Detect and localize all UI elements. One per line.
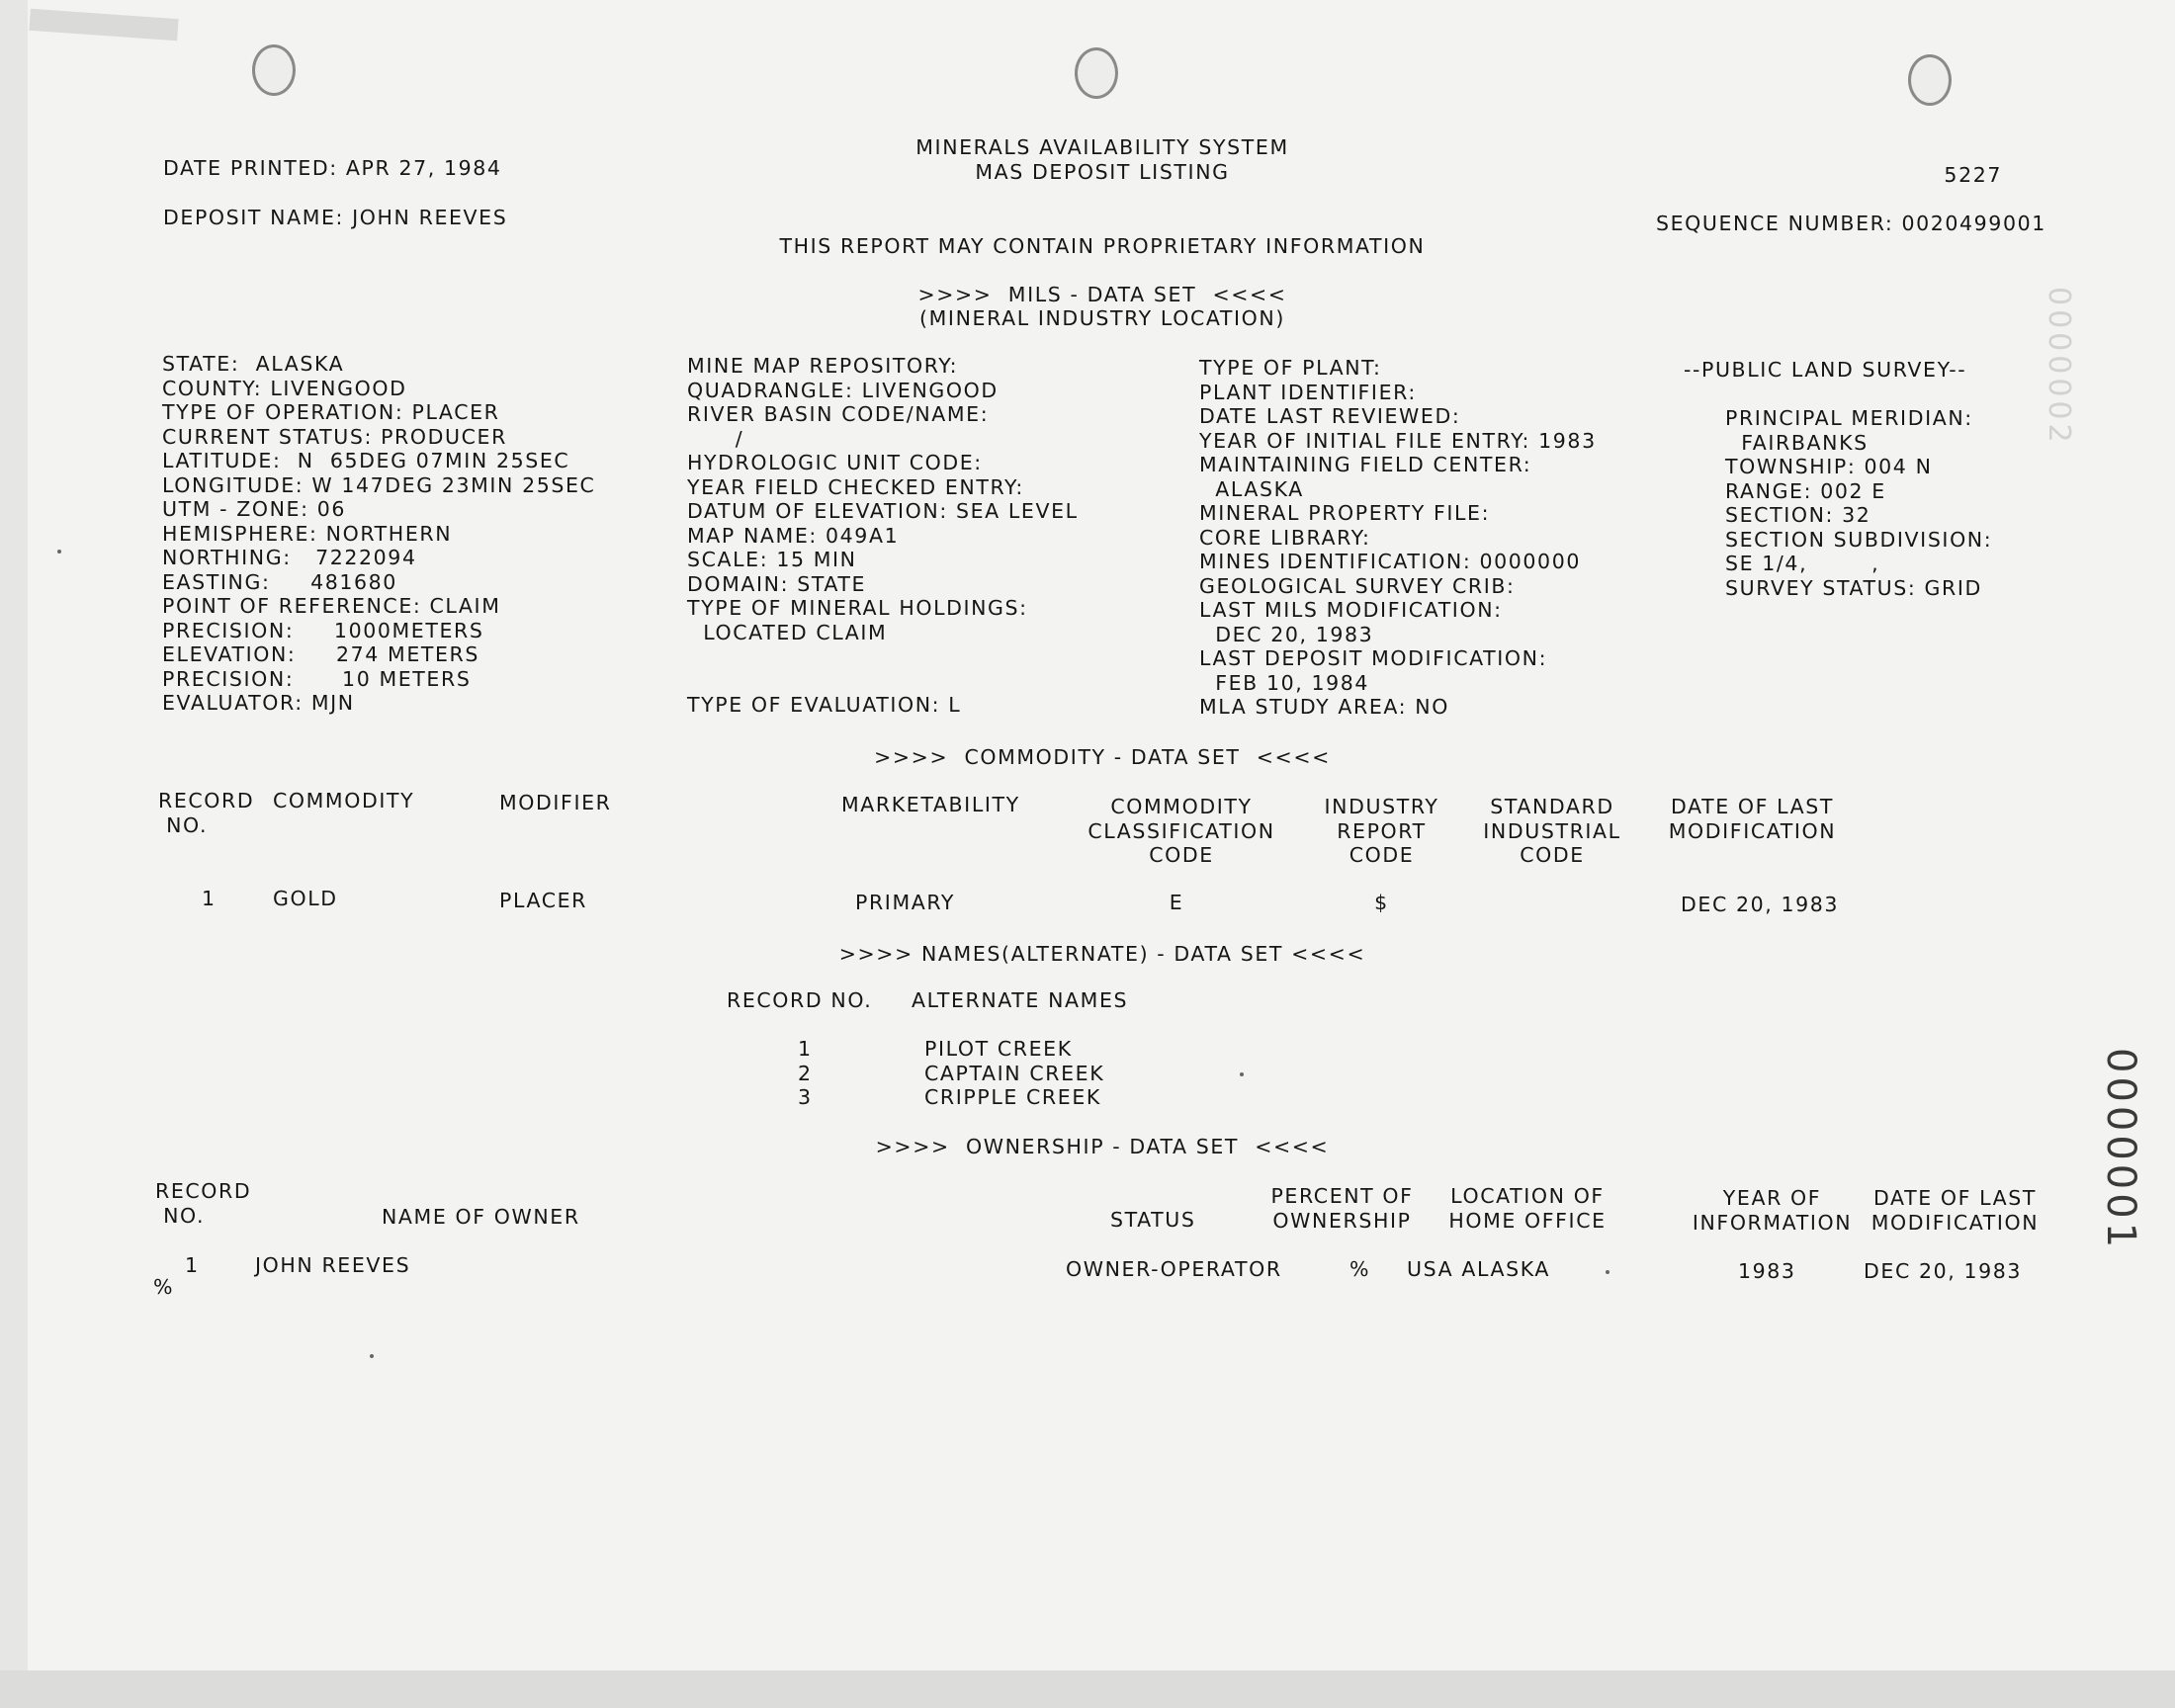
cell-commodity: GOLD: [273, 887, 338, 910]
header-modifier: MODIFIER: [499, 791, 612, 814]
mils-field: MINES IDENTIFICATION: 0000000: [1199, 550, 1581, 573]
mils-field: LAST DEPOSIT MODIFICATION:: [1199, 646, 1548, 670]
header-marketability: MARKETABILITY: [841, 793, 1020, 816]
mils-field: PRECISION: 10 METERS: [162, 666, 472, 691]
mils-field: DEC 20, 1983: [1199, 622, 1374, 646]
deposit-name: DEPOSIT NAME: JOHN REEVES: [163, 206, 508, 229]
header-record-no: RECORD NO.: [158, 789, 255, 837]
mils-field: DATUM OF ELEVATION: SEA LEVEL: [687, 499, 1079, 523]
survey-field: SECTION SUBDIVISION:: [1725, 527, 1993, 552]
mils-field: EASTING: 481680: [162, 569, 397, 594]
mils-field: PLANT IDENTIFIER:: [1199, 380, 1417, 404]
mils-field: GEOLOGICAL SURVEY CRIB:: [1199, 573, 1516, 598]
header-date-modification: DATE OF LAST MODIFICATION: [1870, 1186, 2040, 1235]
cell-marketability: PRIMARY: [855, 891, 956, 914]
survey-field: SURVEY STATUS: GRID: [1725, 575, 1982, 600]
cell-owner-name: JOHN REEVES: [255, 1253, 411, 1277]
header-record-no: RECORD NO.: [155, 1179, 252, 1228]
mils-field: ALASKA: [1199, 476, 1304, 501]
scan-speck: [57, 550, 61, 554]
mils-field: CURRENT STATUS: PRODUCER: [162, 424, 507, 449]
survey-field: PRINCIPAL MERIDIAN:: [1725, 406, 1973, 430]
mils-field: MAP NAME: 049A1: [687, 523, 900, 548]
scan-speck: [1606, 1270, 1610, 1274]
header-name-of-owner: NAME OF OWNER: [382, 1205, 580, 1229]
mils-field: COUNTY: LIVENGOOD: [162, 376, 407, 400]
name-record-no: 2: [798, 1061, 813, 1085]
cell-date: DEC 20, 1983: [1864, 1259, 2023, 1283]
mils-field: MAINTAINING FIELD CENTER:: [1199, 453, 1532, 476]
commodity-section-title: >>>> COMMODITY - DATA SET <<<<: [874, 745, 1331, 769]
cell-modifier: PLACER: [499, 889, 588, 912]
header-alternate-names: ALTERNATE NAMES: [912, 988, 1129, 1012]
mils-field: YEAR FIELD CHECKED ENTRY:: [687, 474, 1024, 499]
mils-field: DATE LAST REVIEWED:: [1199, 404, 1461, 428]
cell-record: 1: [202, 887, 217, 910]
date-printed: DATE PRINTED: APR 27, 1984: [163, 156, 502, 180]
mils-field: LAST MILS MODIFICATION:: [1199, 598, 1503, 622]
mils-field: NORTHING: 7222094: [162, 546, 417, 569]
header-percent: PERCENT OF OWNERSHIP: [1270, 1184, 1414, 1233]
mils-field: ELEVATION: 274 METERS: [162, 642, 480, 666]
header-status: STATUS: [1110, 1208, 1196, 1232]
header-classification: COMMODITY CLASSIFICATION CODE: [1088, 795, 1275, 867]
mils-field: LOCATED CLAIM: [687, 620, 888, 644]
survey-heading: --PUBLIC LAND SURVEY--: [1684, 358, 1967, 382]
survey-field: SECTION: 32: [1725, 503, 1871, 527]
punch-hole-left: [252, 44, 296, 96]
header-record-no: RECORD NO.: [727, 988, 873, 1012]
mils-field: TYPE OF OPERATION: PLACER: [162, 400, 500, 424]
mils-field: CORE LIBRARY:: [1199, 525, 1371, 550]
mils-field: TYPE OF PLANT:: [1199, 356, 1382, 380]
page-number: 5227: [1944, 163, 2002, 187]
survey-field: TOWNSHIP: 004 N: [1725, 455, 1933, 478]
names-section-title: >>>> NAMES(ALTERNATE) - DATA SET <<<<: [838, 942, 1366, 966]
mils-field: LATITUDE: N 65DEG 07MIN 25SEC: [162, 449, 570, 472]
mils-field: TYPE OF EVALUATION: L: [687, 693, 962, 717]
alternate-name: CRIPPLE CREEK: [924, 1085, 1101, 1109]
mils-field: PRECISION: 1000METERS: [162, 618, 484, 642]
mils-field: SCALE: 15 MIN: [687, 548, 857, 571]
header-year: YEAR OF INFORMATION: [1692, 1186, 1853, 1235]
mils-field: STATE: ALASKA: [162, 352, 345, 376]
survey-field: FAIRBANKS: [1725, 430, 1869, 455]
mils-section-subtitle: (MINERAL INDUSTRY LOCATION): [919, 306, 1285, 330]
survey-field: SE 1/4, ,: [1725, 552, 1880, 575]
mils-field: DOMAIN: STATE: [687, 571, 867, 596]
sequence-number: SEQUENCE NUMBER: 0020499001: [1656, 212, 2046, 235]
cell-date: DEC 20, 1983: [1681, 893, 1840, 916]
faint-stamp-number: 0000002: [2042, 287, 2076, 447]
system-title: MINERALS AVAILABILITY SYSTEM: [915, 135, 1289, 159]
cell-percent: %: [1349, 1257, 1371, 1281]
scan-speck: [1240, 1072, 1244, 1076]
mils-field: MLA STUDY AREA: NO: [1199, 695, 1449, 719]
ownership-section-title: >>>> OWNERSHIP - DATA SET <<<<: [875, 1135, 1330, 1158]
survey-field: RANGE: 002 E: [1725, 478, 1886, 503]
mils-field: POINT OF REFERENCE: CLAIM: [162, 594, 501, 618]
header-commodity: COMMODITY: [273, 789, 415, 812]
scan-speck: [370, 1354, 374, 1358]
alternate-name: CAPTAIN CREEK: [924, 1061, 1105, 1085]
cell-classification: E: [1169, 891, 1184, 914]
mils-field: HYDROLOGIC UNIT CODE:: [687, 451, 983, 474]
cell-location: USA ALASKA: [1407, 1257, 1550, 1281]
header-standard-industrial: STANDARD INDUSTRIAL CODE: [1483, 795, 1621, 867]
cell-industry: $: [1374, 891, 1389, 914]
mils-field: LONGITUDE: W 147DEG 23MIN 25SEC: [162, 472, 596, 497]
header-location: LOCATION OF HOME OFFICE: [1448, 1184, 1607, 1233]
header-industry-report: INDUSTRY REPORT CODE: [1324, 795, 1439, 867]
proprietary-notice: THIS REPORT MAY CONTAIN PROPRIETARY INFORMATION: [779, 234, 1426, 258]
mils-field: TYPE OF MINERAL HOLDINGS:: [687, 596, 1028, 620]
mils-field: EVALUATOR: MJN: [162, 691, 355, 715]
name-record-no: 3: [798, 1085, 813, 1109]
mils-field: QUADRANGLE: LIVENGOOD: [687, 378, 999, 402]
cell-record: 1: [185, 1253, 200, 1277]
cell-status: OWNER-OPERATOR: [1066, 1257, 1282, 1281]
punch-hole-right: [1908, 54, 1952, 106]
mils-field: HEMISPHERE: NORTHERN: [162, 521, 453, 546]
mils-field: UTM - ZONE: 06: [162, 497, 347, 521]
listing-title: MAS DEPOSIT LISTING: [975, 160, 1230, 184]
mils-field: MINERAL PROPERTY FILE:: [1199, 501, 1491, 525]
page-stamp-number: 0000001: [2098, 1048, 2143, 1252]
cell-year: 1983: [1738, 1259, 1796, 1283]
alternate-name: PILOT CREEK: [924, 1037, 1073, 1061]
header-date-modification: DATE OF LAST MODIFICATION: [1668, 795, 1837, 843]
mils-field: YEAR OF INITIAL FILE ENTRY: 1983: [1199, 428, 1597, 453]
name-record-no: 1: [798, 1037, 813, 1061]
mils-field: FEB 10, 1984: [1199, 670, 1370, 695]
mils-section-title: >>>> MILS - DATA SET <<<<: [917, 283, 1287, 306]
punch-hole-center: [1075, 47, 1118, 99]
mils-field: MINE MAP REPOSITORY:: [687, 354, 959, 378]
mils-field: /: [687, 426, 744, 451]
footnote-marker: %: [153, 1275, 175, 1299]
mils-field: RIVER BASIN CODE/NAME:: [687, 402, 990, 426]
page-bottom-edge: [0, 1670, 2175, 1708]
